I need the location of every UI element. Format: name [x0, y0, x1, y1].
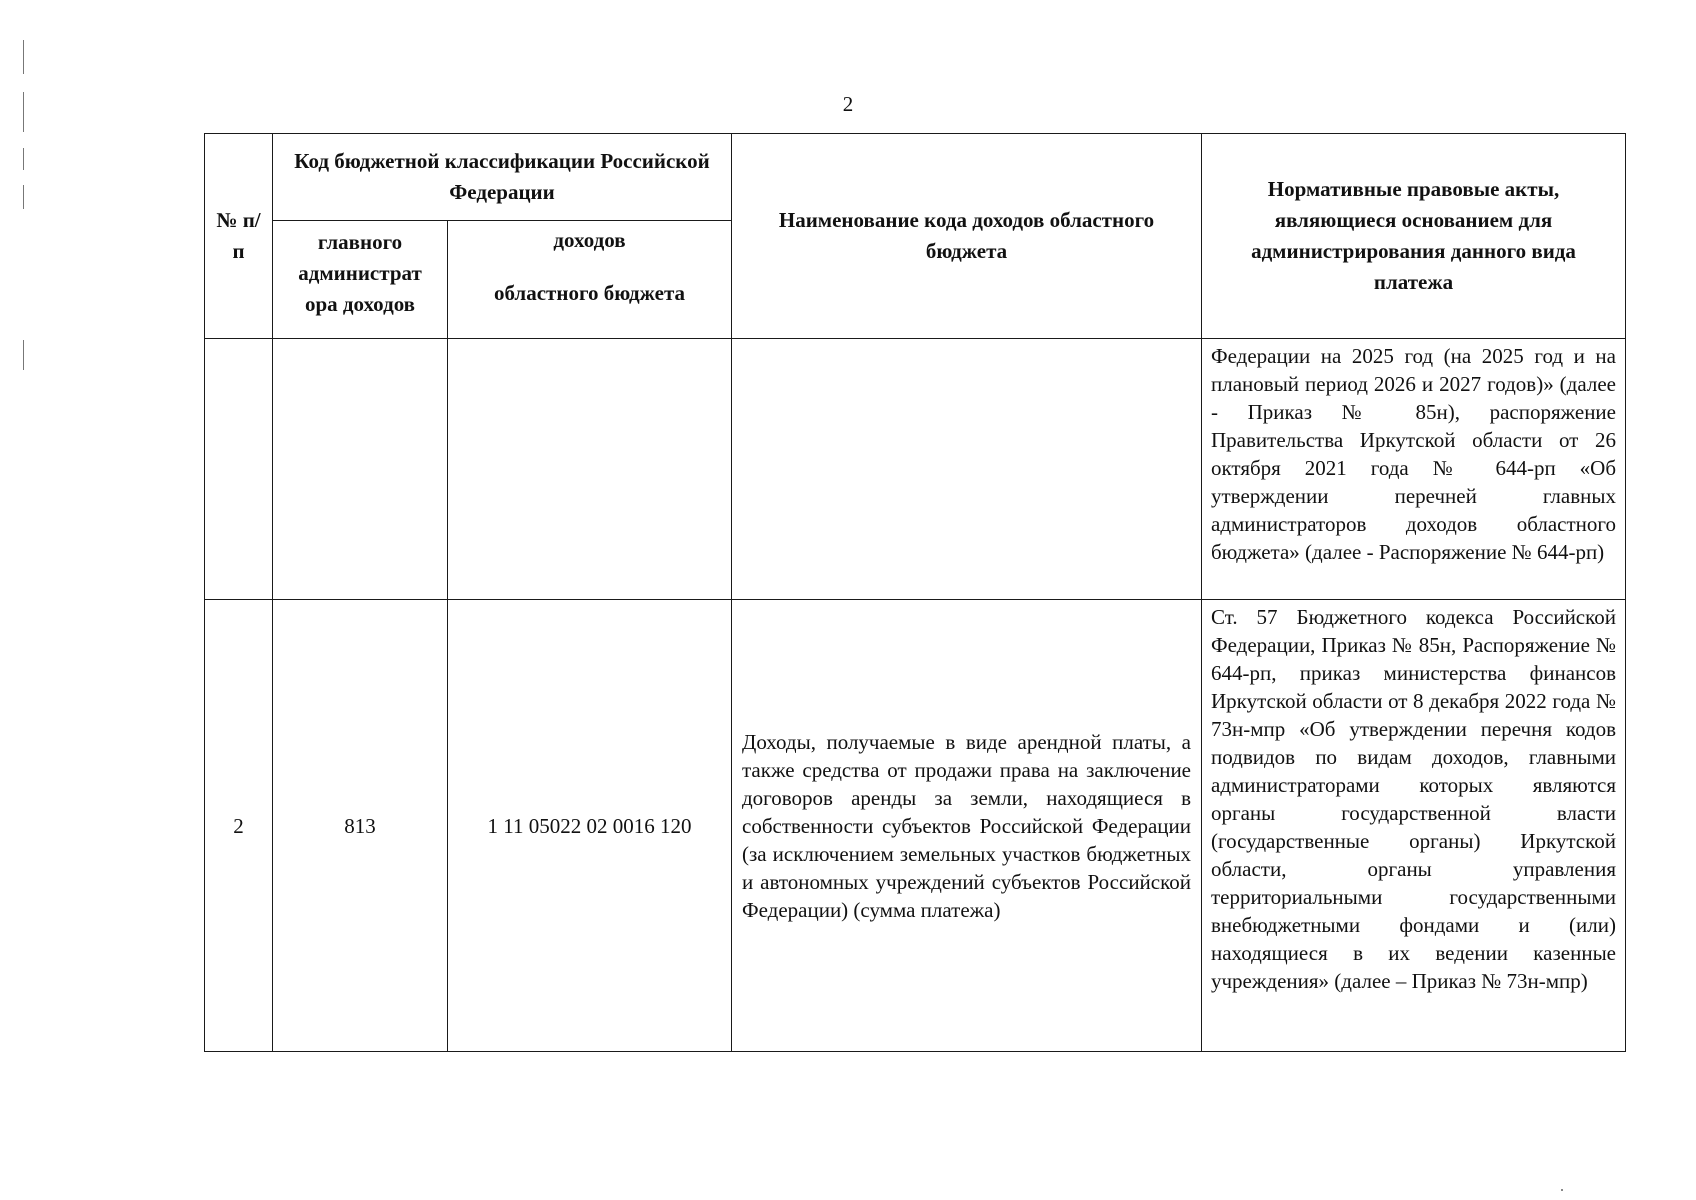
cell-income-code [448, 339, 732, 600]
header-income-code: доходов областного бюджета [448, 221, 732, 339]
income-codes-table [204, 133, 1626, 1052]
cell-income-name: Доходы, получаемые в виде арендной платы, а также средства от продажи права на заключение договоров аренды за земли, находящиеся в собственности субъектов Российской Федерации (за исключением земельных участков бюджетных и автономных учреждений субъектов Российской Федерации) (сумма платежа) [732, 600, 1202, 1052]
header-main-administrator: главного администрат ора доходов [273, 221, 448, 339]
scan-mark [23, 148, 24, 170]
cell-number: 2 [205, 600, 273, 1052]
cell-administrator [273, 339, 448, 600]
scan-mark [23, 340, 24, 370]
cell-income-name [732, 339, 1202, 600]
cell-administrator: 813 [273, 600, 448, 1052]
scan-mark [23, 40, 24, 74]
cell-number [205, 339, 273, 600]
table-row [205, 600, 1626, 1052]
header-budget-code-group: Код бюджетной классификации Российской Федерации [273, 134, 732, 221]
scan-mark [23, 185, 24, 209]
cell-legal-acts: Федерации на 2025 год (на 2025 год и на плановый период 2026 и 2027 годов)» (далее - Приказ № 85н), распоряжение Правительства Иркутской области от 26 октября 2021 года № 644-рп «Об утверждении перечней главных администраторов доходов областного бюджета» (далее - Распоряжение № 644-рп) [1202, 339, 1626, 600]
header-income-name: Наименование кода доходов областного бюджета [732, 134, 1202, 339]
header-legal-acts: Нормативные правовые акты, являющиеся основанием для администрирования данного вида платежа [1202, 134, 1626, 339]
page-number: 2 [842, 92, 854, 116]
cell-income-code: 1 11 05022 02 0016 120 [448, 600, 732, 1052]
header-number: № п/п [205, 134, 273, 339]
header-row [205, 134, 1626, 221]
scan-fleck [1561, 1189, 1563, 1191]
table-row [205, 339, 1626, 600]
cell-legal-acts: Ст. 57 Бюджетного кодекса Российской Федерации, Приказ № 85н, Распоряжение № 644-рп, приказ министерства финансов Иркутской области от 8 декабря 2022 года № 73н-мпр «Об утверждении перечня кодов подвидов по видам доходов, главными администраторами которых являются органы государственной власти (государственные органы) Иркутской области, органы управления территориальными государственными внебюджетными фондами и (или) находящиеся в их ведении казенные учреждения» (далее – Приказ № 73н-мпр) [1202, 600, 1626, 1052]
